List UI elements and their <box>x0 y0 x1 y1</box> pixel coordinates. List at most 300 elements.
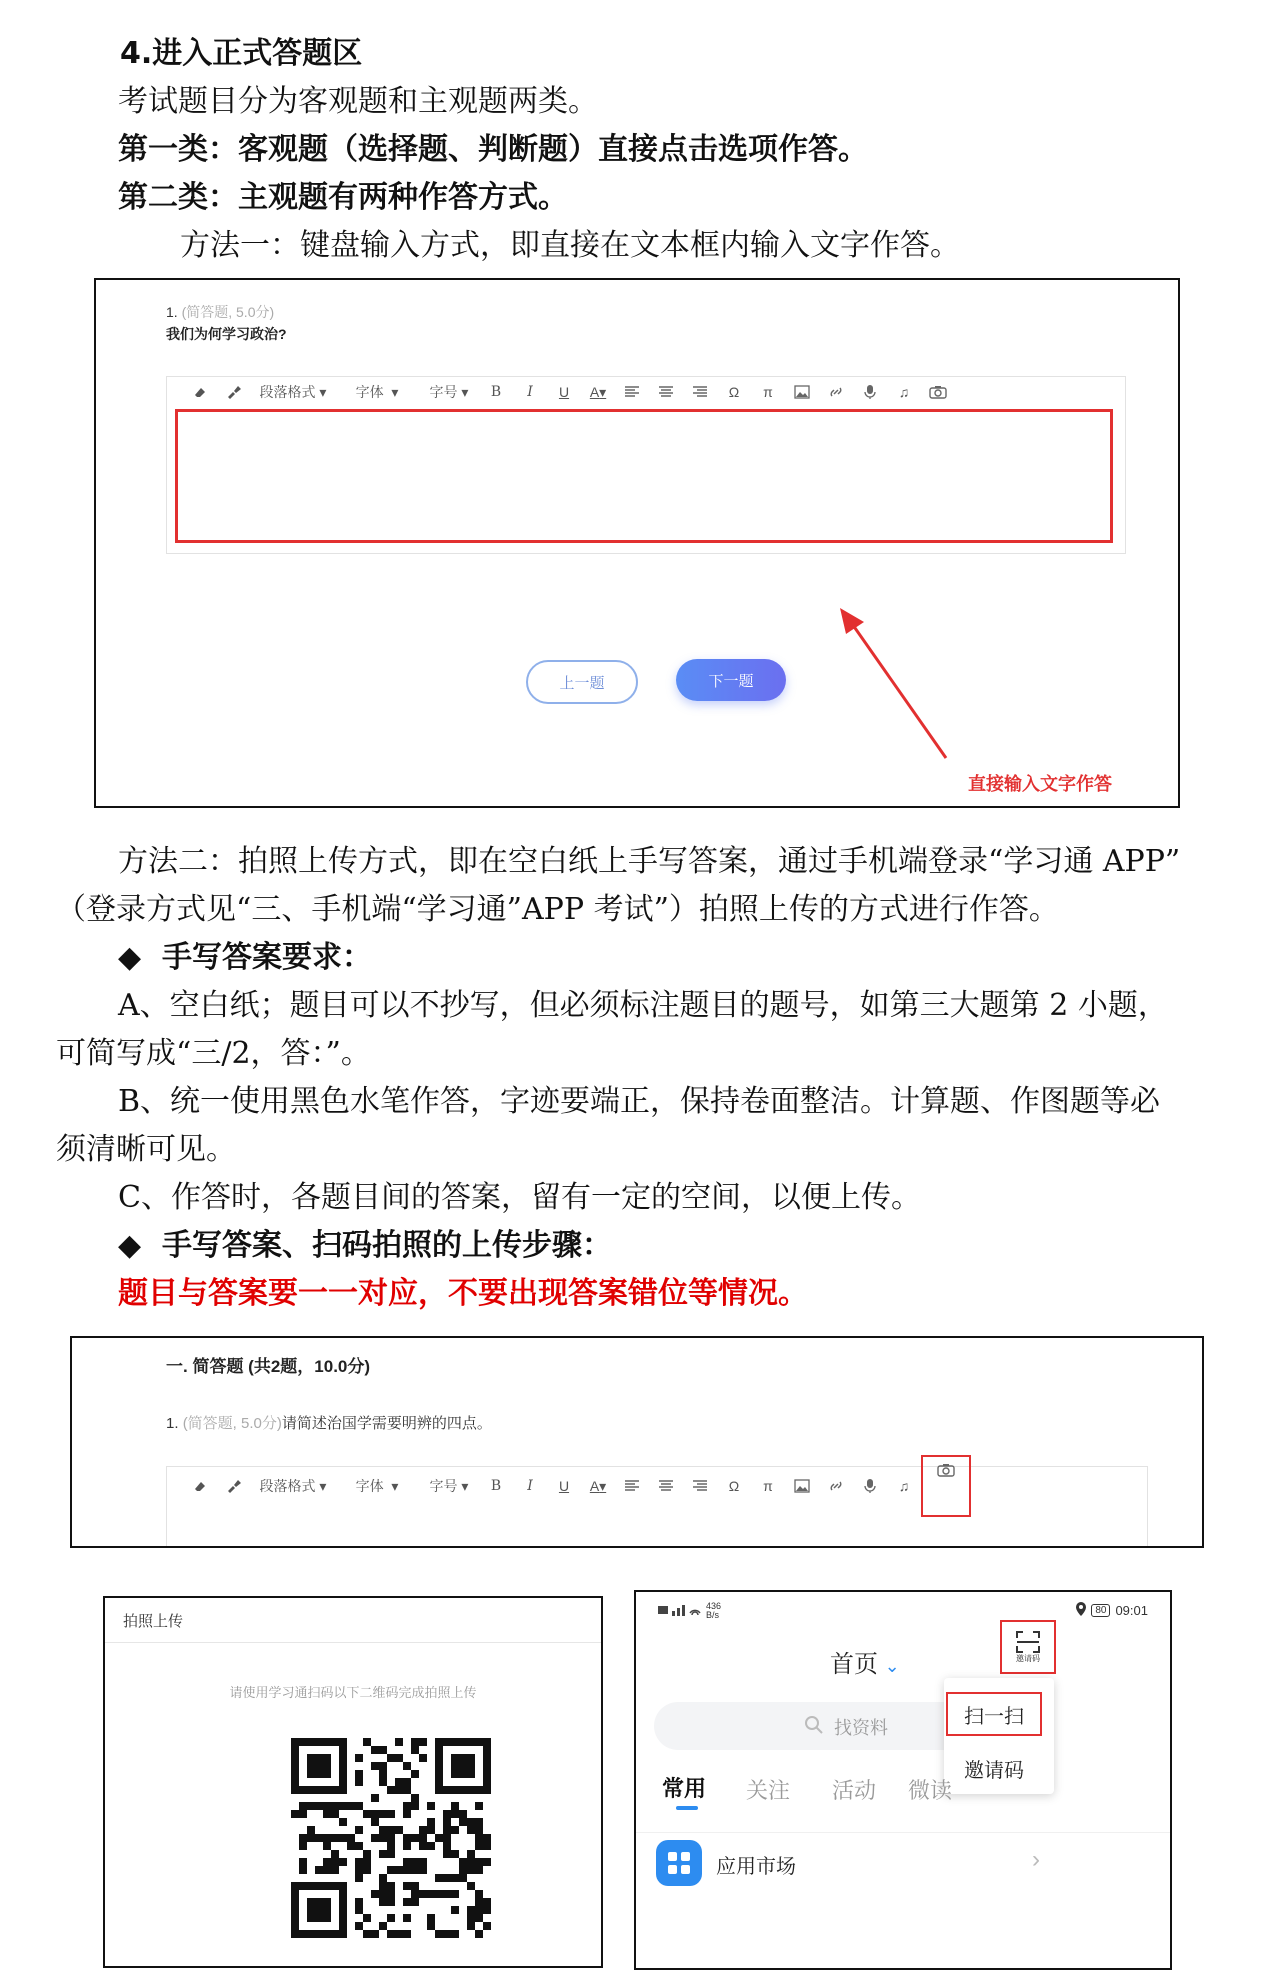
qr-module <box>363 1810 371 1818</box>
qr-module <box>371 1850 379 1858</box>
qr-module <box>459 1810 467 1818</box>
paragraph-format-label: 段落格式 <box>259 1478 316 1494</box>
qr-module <box>371 1866 379 1874</box>
qr-module <box>371 1770 379 1778</box>
answer-textarea[interactable] <box>175 409 1113 543</box>
qr-module <box>475 1834 483 1842</box>
link-icon[interactable] <box>819 378 853 406</box>
qr-module <box>355 1890 363 1898</box>
qr-module <box>315 1874 323 1882</box>
omega-button[interactable]: Ω <box>728 1478 740 1494</box>
qr-module <box>339 1802 347 1810</box>
qr-module <box>395 1834 403 1842</box>
qr-module <box>291 1882 299 1890</box>
image-icon[interactable] <box>785 378 819 406</box>
qr-module <box>371 1858 379 1866</box>
upload-dialog-title: 拍照上传 <box>123 1613 184 1630</box>
underline-button[interactable]: U <box>558 1478 570 1494</box>
pi-button[interactable]: π <box>763 384 773 400</box>
qr-module <box>395 1914 403 1922</box>
qr-module <box>427 1914 435 1922</box>
qr-module <box>451 1738 459 1746</box>
qr-module <box>403 1826 411 1834</box>
question-meta: (简答题, 5.0分) <box>182 1415 282 1432</box>
music-icon[interactable]: ♫ <box>898 384 910 400</box>
qr-module <box>395 1778 403 1786</box>
paragraph-format-dropdown[interactable]: 段落格式 ▾ <box>259 383 327 400</box>
qr-module <box>291 1818 299 1826</box>
qr-code-icon[interactable] <box>291 1738 491 1938</box>
font-size-dropdown[interactable]: 字号 ▾ <box>429 383 469 400</box>
qr-module <box>451 1866 459 1874</box>
music-icon[interactable]: ♫ <box>898 1478 910 1494</box>
qr-module <box>315 1882 323 1890</box>
qr-module <box>475 1882 483 1890</box>
qr-module <box>315 1826 323 1834</box>
qr-module <box>467 1866 475 1874</box>
eraser-icon[interactable] <box>183 378 217 406</box>
qr-module <box>443 1810 451 1818</box>
camera-upload-icon[interactable] <box>921 1455 971 1517</box>
qr-module <box>387 1898 395 1906</box>
qr-module <box>355 1898 363 1906</box>
qr-module <box>363 1874 371 1882</box>
qr-module <box>403 1762 411 1770</box>
search-bar[interactable] <box>654 1702 974 1750</box>
qr-module <box>291 1810 299 1818</box>
app-market-row[interactable] <box>656 1836 1156 1892</box>
requirement-b-line1: B、统一使用黑色水笔作答，字迹要端正，保持卷面整洁。计算题、作图题等必 <box>118 1084 1161 1119</box>
qr-module <box>451 1922 459 1930</box>
qr-module <box>419 1754 427 1762</box>
camera-icon[interactable] <box>921 378 955 406</box>
qr-module <box>451 1898 459 1906</box>
qr-module <box>339 1842 347 1850</box>
qr-module <box>483 1866 491 1874</box>
qr-module <box>411 1778 419 1786</box>
qr-module <box>427 1746 435 1754</box>
qr-module <box>419 1842 427 1850</box>
invite-small-label: 邀请码 <box>1016 1653 1040 1663</box>
qr-module <box>315 1794 323 1802</box>
qr-module <box>387 1786 395 1794</box>
qr-module <box>387 1770 395 1778</box>
screenshot-phone-app <box>634 1590 1172 1970</box>
underline-button[interactable]: U <box>558 384 570 400</box>
bold-button[interactable]: B <box>490 1478 502 1494</box>
qr-module <box>483 1842 491 1850</box>
qr-module <box>379 1818 387 1826</box>
qr-module <box>403 1914 411 1922</box>
image-icon[interactable] <box>785 1472 819 1500</box>
qr-module <box>411 1922 419 1930</box>
qr-module <box>371 1738 379 1746</box>
bold-button[interactable]: B <box>490 384 502 400</box>
qr-module <box>419 1858 427 1866</box>
qr-module <box>315 1890 323 1898</box>
qr-module <box>443 1738 451 1746</box>
qr-module <box>379 1834 387 1842</box>
qr-module <box>299 1930 307 1938</box>
qr-module <box>435 1922 443 1930</box>
qr-module <box>307 1802 315 1810</box>
qr-module <box>443 1834 451 1842</box>
qr-module <box>395 1738 403 1746</box>
qr-module <box>331 1762 339 1770</box>
qr-module <box>323 1858 331 1866</box>
qr-module <box>475 1874 483 1882</box>
qr-module <box>315 1898 323 1906</box>
qr-module <box>307 1746 315 1754</box>
qr-module <box>435 1930 443 1938</box>
font-dropdown[interactable]: 字体 ▾ <box>355 383 399 400</box>
editor-toolbar <box>183 1471 971 1501</box>
qr-module <box>315 1866 323 1874</box>
qr-module <box>475 1794 483 1802</box>
qr-module <box>403 1770 411 1778</box>
qr-module <box>467 1882 475 1890</box>
qr-module <box>443 1922 451 1930</box>
qr-module <box>379 1874 387 1882</box>
qr-module <box>475 1914 483 1922</box>
qr-module <box>347 1778 355 1786</box>
qr-module <box>459 1762 467 1770</box>
qr-module <box>315 1802 323 1810</box>
chevron-right-icon: › <box>1032 1846 1040 1873</box>
qr-module <box>291 1826 299 1834</box>
app-market-label: 应用市场 <box>716 1856 796 1878</box>
qr-module <box>299 1890 307 1898</box>
eraser-icon[interactable] <box>183 1472 217 1500</box>
paragraph-format-dropdown[interactable]: 段落格式 ▾ <box>259 1477 327 1494</box>
qr-module <box>339 1754 347 1762</box>
qr-module <box>355 1882 363 1890</box>
qr-module <box>315 1834 323 1842</box>
qr-module <box>323 1786 331 1794</box>
qr-module <box>459 1802 467 1810</box>
category-two: 第二类：主观题有两种作答方式。 <box>118 180 568 215</box>
qr-module <box>379 1762 387 1770</box>
qr-module <box>363 1746 371 1754</box>
qr-module <box>435 1770 443 1778</box>
qr-module <box>387 1906 395 1914</box>
qr-module <box>395 1930 403 1938</box>
tab-activity[interactable]: 活动 <box>832 1778 877 1803</box>
qr-module <box>475 1770 483 1778</box>
qr-module <box>395 1898 403 1906</box>
qr-module <box>315 1778 323 1786</box>
qr-module <box>443 1762 451 1770</box>
qr-module <box>483 1810 491 1818</box>
qr-module <box>395 1858 403 1866</box>
qr-module <box>395 1850 403 1858</box>
format-brush-icon[interactable] <box>217 378 251 406</box>
tab-follow[interactable]: 关注 <box>746 1778 791 1803</box>
qr-module <box>467 1810 475 1818</box>
qr-module <box>435 1826 443 1834</box>
location-icon <box>1076 1602 1086 1619</box>
qr-module <box>395 1810 403 1818</box>
omega-button[interactable]: Ω <box>728 384 740 400</box>
qr-module <box>339 1922 347 1930</box>
qr-module <box>451 1762 459 1770</box>
qr-module <box>419 1834 427 1842</box>
qr-module <box>379 1858 387 1866</box>
qr-module <box>323 1810 331 1818</box>
qr-module <box>443 1930 451 1938</box>
qr-module <box>387 1802 395 1810</box>
qr-module <box>355 1770 363 1778</box>
font-size-dropdown[interactable]: 字号 ▾ <box>429 1477 469 1494</box>
qr-module <box>483 1930 491 1938</box>
font-color-button[interactable]: A ▾ <box>589 1477 607 1494</box>
qr-module <box>459 1914 467 1922</box>
qr-module <box>443 1906 451 1914</box>
qr-module <box>363 1786 371 1794</box>
qr-module <box>467 1762 475 1770</box>
pi-button[interactable]: π <box>763 1478 773 1494</box>
qr-module <box>467 1898 475 1906</box>
qr-module <box>435 1906 443 1914</box>
qr-module <box>307 1818 315 1826</box>
qr-module <box>315 1818 323 1826</box>
qr-module <box>419 1914 427 1922</box>
qr-module <box>347 1746 355 1754</box>
qr-module <box>427 1898 435 1906</box>
qr-module <box>451 1802 459 1810</box>
requirement-a-line2: 可简写成“三/2，答：”。 <box>56 1036 371 1071</box>
qr-module <box>443 1754 451 1762</box>
qr-module <box>331 1770 339 1778</box>
qr-module <box>435 1746 443 1754</box>
scan-invite-button[interactable] <box>1000 1620 1056 1674</box>
tab-weidu[interactable]: 微读 <box>908 1778 953 1803</box>
qr-module <box>323 1826 331 1834</box>
qr-module <box>307 1850 315 1858</box>
qr-module <box>339 1890 347 1898</box>
qr-module <box>307 1778 315 1786</box>
qr-module <box>443 1818 451 1826</box>
align-right-icon[interactable] <box>683 1472 717 1500</box>
qr-module <box>451 1794 459 1802</box>
qr-module <box>371 1762 379 1770</box>
qr-module <box>299 1882 307 1890</box>
qr-module <box>371 1810 379 1818</box>
qr-module <box>411 1882 419 1890</box>
qr-module <box>379 1914 387 1922</box>
qr-module <box>483 1818 491 1826</box>
qr-module <box>379 1770 387 1778</box>
qr-module <box>371 1826 379 1834</box>
align-center-icon[interactable] <box>649 378 683 406</box>
qr-module <box>451 1834 459 1842</box>
qr-module <box>443 1890 451 1898</box>
qr-module <box>387 1810 395 1818</box>
invite-menu-item[interactable]: 邀请码 <box>964 1759 1024 1782</box>
qr-module <box>475 1850 483 1858</box>
qr-module <box>331 1746 339 1754</box>
paragraph-format-label: 段落格式 <box>259 384 316 400</box>
qr-module <box>371 1842 379 1850</box>
italic-button[interactable]: I <box>527 1478 533 1494</box>
qr-module <box>475 1746 483 1754</box>
qr-module <box>443 1802 451 1810</box>
qr-module <box>483 1754 491 1762</box>
qr-module <box>315 1810 323 1818</box>
qr-module <box>403 1874 411 1882</box>
next-question-button[interactable]: 下一题 <box>676 659 786 701</box>
qr-module <box>371 1834 379 1842</box>
qr-module <box>371 1802 379 1810</box>
qr-module <box>323 1818 331 1826</box>
qr-module <box>395 1906 403 1914</box>
screenshot-qr-upload <box>103 1596 603 1968</box>
qr-module <box>291 1802 299 1810</box>
align-left-icon[interactable] <box>615 378 649 406</box>
link-icon[interactable] <box>819 1472 853 1500</box>
qr-module <box>371 1922 379 1930</box>
qr-module <box>307 1794 315 1802</box>
qr-module <box>339 1866 347 1874</box>
qr-module <box>387 1794 395 1802</box>
qr-module <box>339 1738 347 1746</box>
qr-module <box>299 1922 307 1930</box>
qr-module <box>443 1794 451 1802</box>
qr-module <box>363 1778 371 1786</box>
search-icon <box>804 1715 824 1739</box>
qr-module <box>363 1930 371 1938</box>
qr-module <box>291 1906 299 1914</box>
qr-module <box>315 1914 323 1922</box>
format-brush-icon[interactable] <box>217 1472 251 1500</box>
qr-module <box>419 1746 427 1754</box>
home-title[interactable] <box>830 1644 900 1679</box>
qr-module <box>483 1786 491 1794</box>
align-right-icon[interactable] <box>683 378 717 406</box>
qr-module <box>395 1762 403 1770</box>
qr-module <box>291 1834 299 1842</box>
tab-common[interactable]: 常用 <box>662 1776 707 1801</box>
question-number: 1. <box>166 304 178 320</box>
active-tab-indicator <box>676 1806 698 1810</box>
qr-module <box>459 1882 467 1890</box>
qr-module <box>411 1762 419 1770</box>
qr-module <box>403 1930 411 1938</box>
method-one: 方法一：键盘输入方式，即直接在文本框内输入文字作答。 <box>180 228 960 263</box>
qr-module <box>427 1890 435 1898</box>
qr-module <box>427 1858 435 1866</box>
qr-module <box>475 1810 483 1818</box>
qr-module <box>387 1818 395 1826</box>
qr-module <box>411 1802 419 1810</box>
font-color-button[interactable]: A ▾ <box>589 383 607 400</box>
qr-module <box>291 1738 299 1746</box>
qr-module <box>347 1866 355 1874</box>
qr-module <box>451 1818 459 1826</box>
qr-module <box>403 1882 411 1890</box>
scan-menu-item[interactable]: 扫一扫 <box>946 1692 1042 1736</box>
qr-module <box>387 1778 395 1786</box>
align-left-icon[interactable] <box>615 1472 649 1500</box>
qr-module <box>371 1818 379 1826</box>
qr-module <box>331 1850 339 1858</box>
qr-module <box>451 1914 459 1922</box>
qr-module <box>435 1738 443 1746</box>
qr-module <box>339 1746 347 1754</box>
align-center-icon[interactable] <box>649 1472 683 1500</box>
qr-module <box>459 1922 467 1930</box>
qr-module <box>387 1762 395 1770</box>
qr-module <box>411 1834 419 1842</box>
qr-module <box>427 1826 435 1834</box>
italic-button[interactable]: I <box>527 384 533 400</box>
qr-module <box>443 1826 451 1834</box>
method-two-line1: 方法二：拍照上传方式，即在空白纸上手写答案，通过手机端登录“学习通 APP” <box>118 844 1181 879</box>
qr-module <box>443 1842 451 1850</box>
qr-module <box>411 1914 419 1922</box>
qr-module <box>291 1746 299 1754</box>
qr-module <box>427 1818 435 1826</box>
microphone-icon[interactable] <box>853 378 887 406</box>
qr-module <box>459 1866 467 1874</box>
microphone-icon[interactable] <box>853 1472 887 1500</box>
qr-module <box>299 1778 307 1786</box>
qr-module <box>323 1802 331 1810</box>
qr-module <box>411 1770 419 1778</box>
qr-module <box>443 1914 451 1922</box>
qr-module <box>467 1858 475 1866</box>
prev-question-button[interactable]: 上一题 <box>526 660 638 704</box>
qr-module <box>467 1802 475 1810</box>
qr-module <box>451 1890 459 1898</box>
qr-module <box>323 1898 331 1906</box>
qr-module <box>355 1850 363 1858</box>
qr-module <box>467 1786 475 1794</box>
qr-module <box>387 1930 395 1938</box>
qr-module <box>475 1802 483 1810</box>
qr-module <box>483 1850 491 1858</box>
qr-module <box>443 1850 451 1858</box>
qr-module <box>387 1850 395 1858</box>
qr-module <box>379 1754 387 1762</box>
qr-module <box>339 1826 347 1834</box>
qr-module <box>459 1738 467 1746</box>
qr-module <box>339 1898 347 1906</box>
qr-module <box>299 1834 307 1842</box>
qr-module <box>419 1810 427 1818</box>
qr-module <box>475 1890 483 1898</box>
font-dropdown[interactable]: 字体 ▾ <box>355 1477 399 1494</box>
signal-icon <box>658 1603 702 1620</box>
qr-module <box>411 1818 419 1826</box>
question-header <box>166 302 274 322</box>
qr-module <box>467 1850 475 1858</box>
qr-module <box>291 1866 299 1874</box>
qr-module <box>435 1874 443 1882</box>
qr-module <box>467 1922 475 1930</box>
qr-module <box>299 1898 307 1906</box>
qr-module <box>411 1810 419 1818</box>
qr-module <box>459 1890 467 1898</box>
qr-module <box>483 1794 491 1802</box>
qr-module <box>315 1738 323 1746</box>
qr-module <box>339 1850 347 1858</box>
qr-module <box>387 1914 395 1922</box>
qr-module <box>371 1786 379 1794</box>
qr-module <box>435 1754 443 1762</box>
qr-module <box>363 1802 371 1810</box>
qr-module <box>331 1930 339 1938</box>
